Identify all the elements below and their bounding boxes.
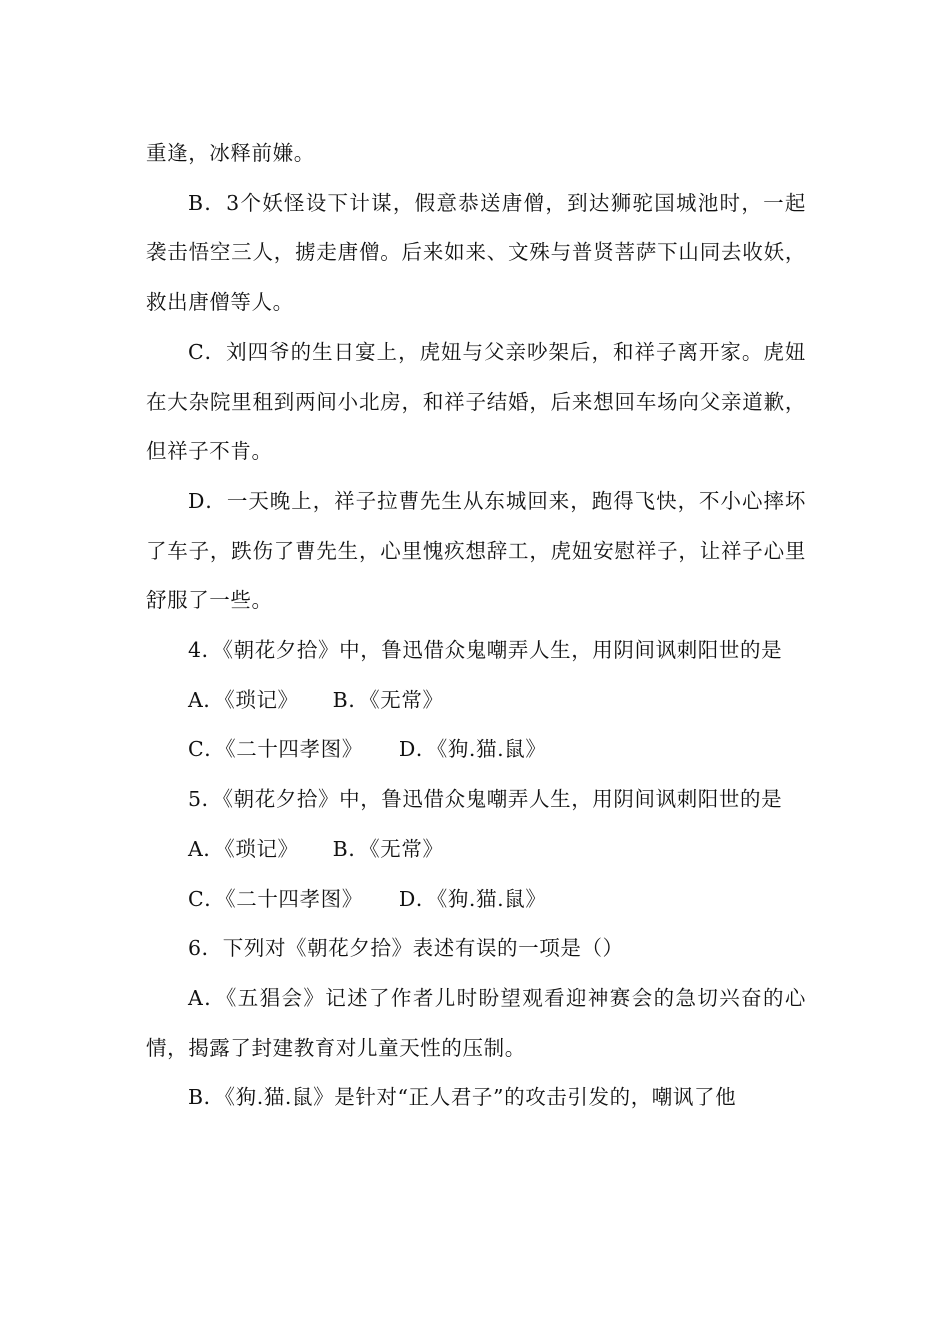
q4-option-a: A．《琐记》: [188, 687, 299, 712]
q4-option-c: C．《二十四孝图》: [188, 737, 363, 762]
document-body: [146, 129, 806, 1123]
question-6-option-a: A．《五猖会》记述了作者儿时盼望观看迎神赛会的急切兴奋的心情，揭露了封建教育对儿童天性的压制。: [146, 985, 806, 1060]
question-5-options-row-1: [146, 825, 806, 875]
paragraph-option-c: C．刘四爷的生日宴上，虎妞与父亲吵架后，和祥子离开家。虎妞在大杂院里租到两间小北房，和祥子结婚，后来想回车场向父亲道歉，但祥子不肯。: [146, 339, 806, 464]
question-4: 4．《朝花夕拾》中，鲁迅借众鬼嘲弄人生，用阴间讽刺阳世的是: [188, 638, 783, 663]
paragraph-option-b: B．3个妖怪设下计谋，假意恭送唐僧，到达狮驼国城池时，一起袭击悟空三人，掳走唐僧。后来如来、文殊与普贤菩萨下山同去收妖，救出唐僧等人。: [146, 190, 806, 315]
q4-option-b: B．《无常》: [332, 687, 444, 712]
paragraph-option-d: D．一天晚上，祥子拉曹先生从东城回来，跑得飞快，不小心摔坏了车子，跌伤了曹先生，心里愧疚想辞工，虎妞安慰祥子，让祥子心里舒服了一些。: [146, 488, 806, 613]
question-4-options-row-1: [146, 676, 806, 726]
question-6-option-b: B．《狗.猫.鼠》是针对“正人君子”的攻击引发的，嘲讽了他: [188, 1085, 737, 1110]
q5-option-b: B．《无常》: [332, 836, 444, 861]
question-4-options-row-2: [146, 725, 806, 775]
q5-option-a: A．《琐记》: [188, 836, 299, 861]
question-6: 6．下列对《朝花夕拾》表述有误的一项是（）: [188, 936, 624, 961]
q5-option-d: D．《狗.猫.鼠》: [398, 886, 547, 911]
paragraph-continuation: 重逢，冰释前嫌。: [146, 141, 315, 165]
question-5: 5．《朝花夕拾》中，鲁迅借众鬼嘲弄人生，用阴间讽刺阳世的是: [188, 787, 783, 812]
q4-option-d: D．《狗.猫.鼠》: [398, 737, 547, 762]
q5-option-c: C．《二十四孝图》: [188, 886, 363, 911]
question-5-options-row-2: [146, 875, 806, 925]
